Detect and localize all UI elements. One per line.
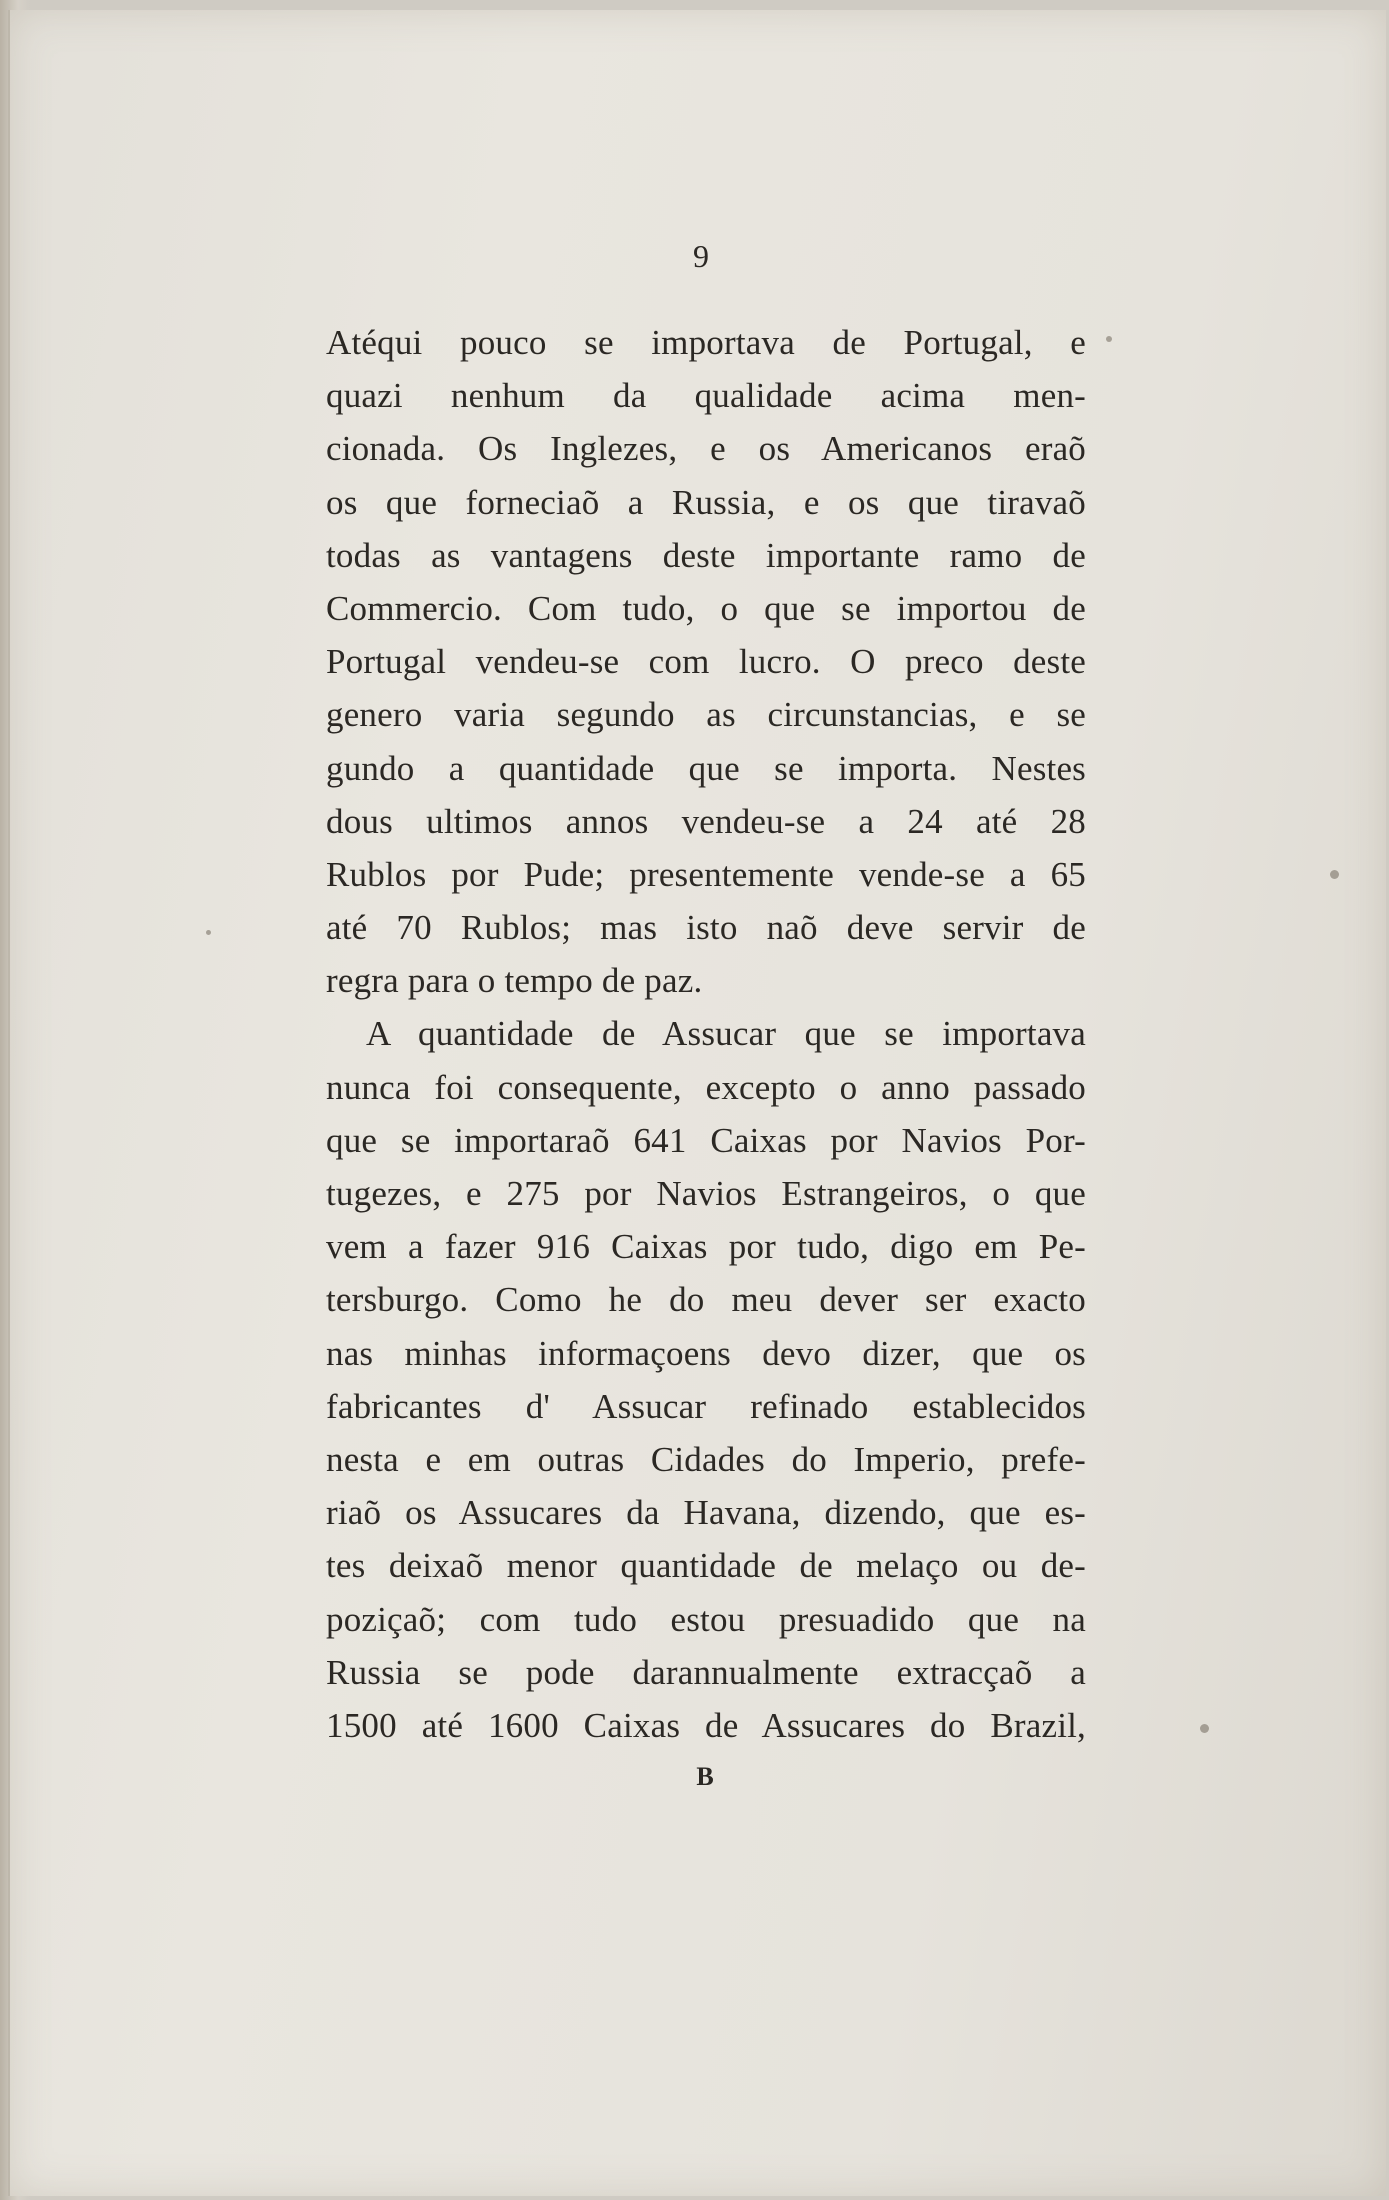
text-line: dous ultimos annos vendeu-se a 24 até 28 [326,801,1086,841]
text-line: tugezes, e 275 por Navios Estrangeiros, o que [326,1174,1086,1213]
text-line: tes deixaõ menor quantidade de melaço ou de- [326,1546,1086,1586]
signature-mark: B [696,1762,714,1791]
text-line: genero varia segundo as circunstancias, e se [326,695,1086,735]
paper-spot [206,930,211,935]
text-line: tersburgo. Como he do meu dever ser exacto [326,1280,1086,1320]
text-line: os que forneciaõ a Russia, e os que tiravaõ [326,482,1086,522]
text-line: riaõ os Assucares da Havana, dizendo, que es- [326,1493,1086,1533]
text-line: Atéqui pouco se importava de Portugal, e [326,323,1086,362]
text-line: cionada. Os Inglezes, e os Americanos eraõ [326,429,1086,469]
text-line: Portugal vendeu-se com lucro. O preco deste [326,642,1086,682]
text-line: até 70 Rublos; mas isto naõ deve servir de [326,908,1086,948]
paper-spot [1200,1724,1209,1733]
text-line: regra para o tempo de paz. [326,961,703,1001]
text-line: poziçaõ; com tudo estou presuadido que na [326,1599,1086,1639]
text-line: 1500 até 1600 Caixas de Assucares do Brazil, [326,1705,1086,1745]
text-line: todas as vantagens deste importante ramo de [326,535,1086,575]
paragraph-2 [326,1007,1086,1752]
text-line: gundo a quantidade que se importa. Nestes [326,748,1086,788]
paper-spot [1330,870,1339,879]
text-line: fabricantes d' Assucar refinado establecidos [326,1386,1086,1426]
page-body [326,316,1086,1752]
paragraph-1 [326,316,1086,1007]
text-line: Russia se pode darannualmente extracçaõ a [326,1652,1086,1692]
text-line: quazi nenhum da qualidade acima men- [326,376,1086,416]
text-line: Rublos por Pude; presentemente vende-se a 65 [326,854,1086,894]
text-line: nesta e em outras Cidades do Imperio, prefe- [326,1439,1086,1479]
text-line: A quantidade de Assucar que se importava [366,1014,1086,1054]
text-line: vem a fazer 916 Caixas por tudo, digo em Pe- [326,1227,1086,1267]
paper-spot [1106,336,1112,342]
text-line: nunca foi consequente, excepto o anno passado [326,1067,1086,1107]
text-line: Commercio. Com tudo, o que se importou de [326,588,1086,628]
text-line: que se importaraõ 641 Caixas por Navios Por- [326,1120,1086,1160]
page-number: 9 [693,238,709,274]
text-line: nas minhas informaçoens devo dizer, que os [326,1333,1086,1373]
